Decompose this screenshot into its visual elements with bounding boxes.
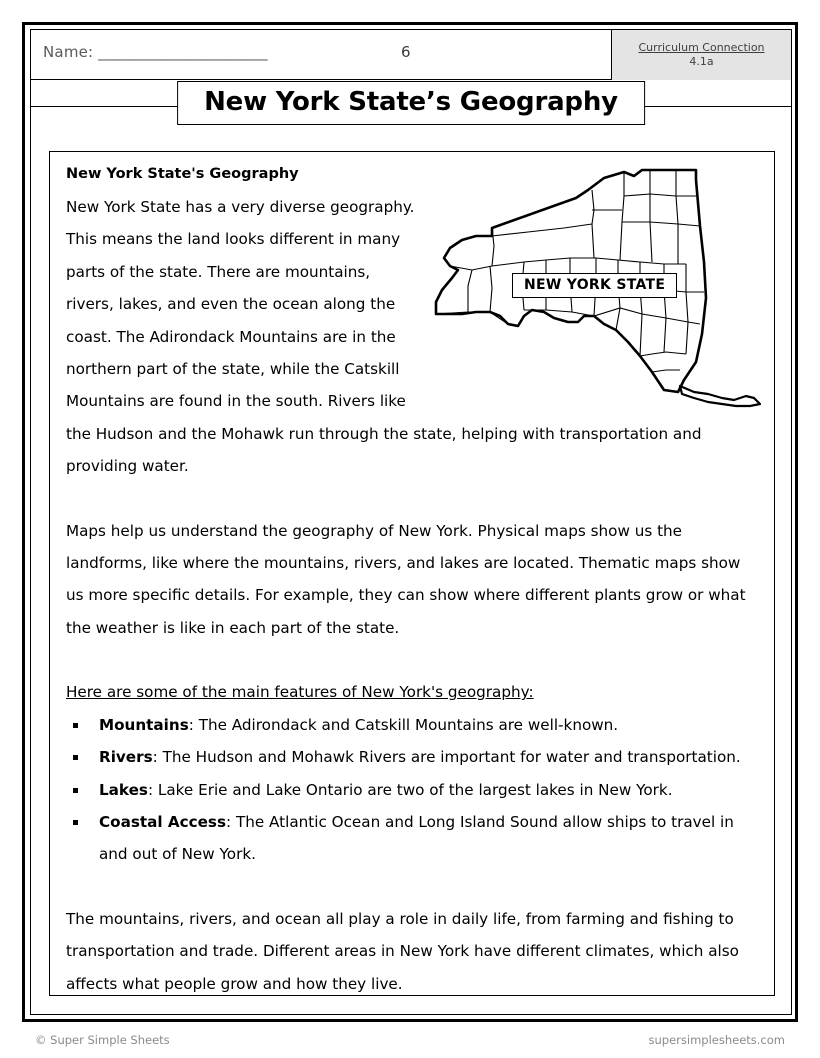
curriculum-connection-code: 4.1a <box>689 55 714 68</box>
feature-description: : Lake Erie and Lake Ontario are two of the largest lakes in New York. <box>147 780 673 799</box>
bullet-square-icon <box>73 820 78 825</box>
curriculum-connection-title: Curriculum Connection <box>638 41 765 55</box>
title-row <box>31 80 791 132</box>
curriculum-connection-box <box>611 30 791 80</box>
list-item <box>66 806 758 871</box>
paragraph-2: Maps help us understand the geography of New York. Physical maps show us the landforms, like where the mountains, rivers, and lakes are located. Thematic maps show us more specific details. For example, they can show where different plants grow or what the weather is like in each part of the state. <box>66 521 746 637</box>
page-number: 6 <box>401 43 411 61</box>
paragraph-3: The mountains, rivers, and ocean all play a role in daily life, from farming and fishing to transportation and trade. Different areas in New York have different climates, which also affects what people grow and how they live. <box>66 909 739 993</box>
feature-term: Rivers <box>99 748 153 767</box>
page-footer <box>0 1033 820 1055</box>
feature-term: Coastal Access <box>99 812 227 831</box>
map-label: NEW YORK STATE <box>512 273 677 298</box>
bullet-square-icon <box>73 788 78 793</box>
page-title: New York State’s Geography <box>177 81 645 125</box>
feature-term: Mountains <box>99 715 189 734</box>
reading-heading: New York State's Geography <box>66 166 299 182</box>
new-york-state-map-figure <box>428 166 764 411</box>
bullet-square-icon <box>73 755 78 760</box>
paragraph-1: New York State has a very diverse geography. This means the land looks different in many parts of the state. There are mountains, rivers, lakes, and even the ocean along the coast. The Adirondack Mountains are in the northern part of the state, while the Catskill Mountains are found in the south. Rivers like the Hudson and the Mohawk run through the state, helping with transportation and providing water. <box>66 198 702 476</box>
feature-term: Lakes <box>99 780 148 799</box>
footer-copyright: © Super Simple Sheets <box>35 1033 170 1047</box>
feature-description: : The Hudson and Mohawk Rivers are important for water and transportation. <box>152 748 741 767</box>
list-item <box>66 741 758 773</box>
features-list-lead: Here are some of the main features of New York's geography: <box>66 683 534 702</box>
header-row <box>31 30 791 80</box>
footer-website[interactable]: supersimplesheets.com <box>648 1033 785 1047</box>
worksheet-sheet <box>30 29 792 1015</box>
feature-description: : The Atlantic Ocean and Long Island Sound allow ships to travel in and out of New York. <box>99 812 734 864</box>
feature-description: : The Adirondack and Catskill Mountains are well-known. <box>188 715 619 734</box>
list-item <box>66 774 758 806</box>
name-field-label[interactable]: Name: ______________________ <box>43 43 268 61</box>
title-rule-left <box>31 106 186 107</box>
reading-passage-box <box>49 151 775 996</box>
list-item <box>66 709 758 741</box>
bullet-square-icon <box>73 723 78 728</box>
title-rule-right <box>636 106 791 107</box>
features-list <box>66 709 758 871</box>
